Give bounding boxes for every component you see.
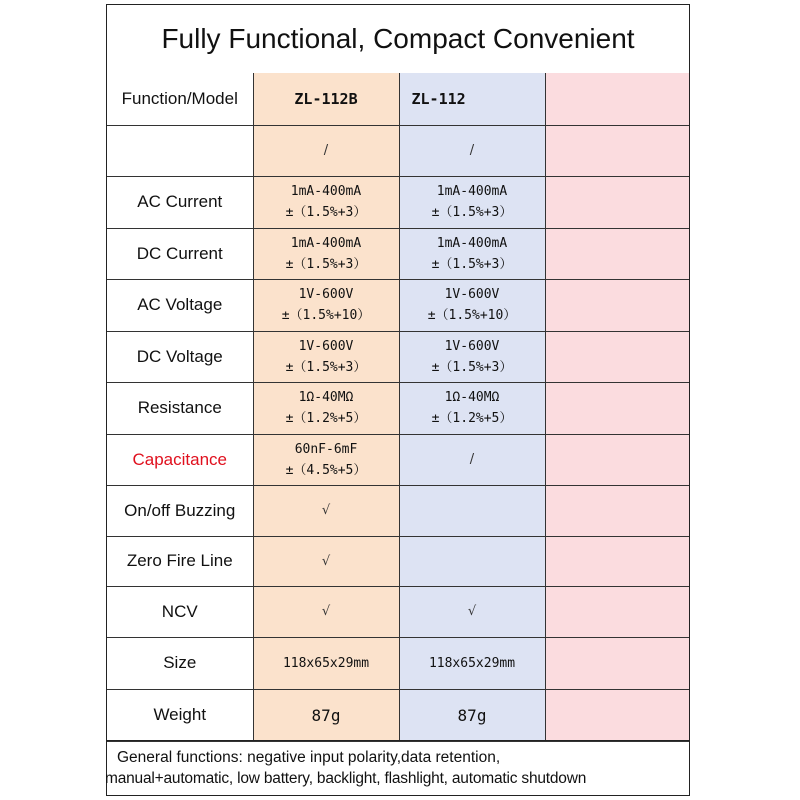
zl112b-ac-voltage-range: 1V-600V <box>298 287 354 302</box>
zl112-dc-voltage <box>399 331 545 382</box>
row-label-dc-current: DC Current <box>107 228 253 279</box>
zl112-resistance-accuracy: ±（1.2%+5） <box>431 411 513 426</box>
table-row-size <box>107 637 689 689</box>
zl112-weight <box>399 689 545 741</box>
extra-ac-current <box>545 176 689 228</box>
zl112b-weight-value: 87g <box>311 705 341 725</box>
row-label-zero-fire-line: Zero Fire Line <box>107 536 253 586</box>
table-row-weight <box>107 689 689 741</box>
zl112-dc-current-accuracy: ±（1.5%+3） <box>431 256 513 272</box>
spec-sheet <box>106 4 690 796</box>
zl112-size-value: 118x65x29mm <box>428 655 516 671</box>
extra-ncv <box>545 586 689 637</box>
table-row-dc-voltage <box>107 331 689 382</box>
extra-dc-voltage <box>545 331 689 382</box>
header-extra-cell <box>545 73 689 125</box>
row-label-dc-voltage: DC Voltage <box>107 331 253 382</box>
zl112-ncv: √ <box>399 586 545 637</box>
zl112b-blank: / <box>253 125 399 176</box>
zl112-resistance <box>399 382 545 434</box>
zl112-dc-voltage-accuracy: ±（1.5%+3） <box>431 359 513 375</box>
row-label-on-off-buzzing: On/off Buzzing <box>107 485 253 536</box>
table-row-blank <box>107 125 689 176</box>
header-model-zl112b: ZL-112B <box>253 73 399 125</box>
extra-ac-voltage <box>545 279 689 331</box>
zl112b-capacitance-range: 60nF-6mF <box>294 441 358 457</box>
extra-capacitance <box>545 434 689 485</box>
header-function-model: Function/Model <box>107 73 253 125</box>
zl112b-ac-current-accuracy: ±（1.5%+3） <box>285 205 367 220</box>
zl112-size <box>399 637 545 689</box>
zl112-dc-current <box>399 228 545 279</box>
row-label-resistance: Resistance <box>107 382 253 434</box>
zl112b-capacitance-accuracy: ±（4.5%+5） <box>285 462 367 478</box>
extra-size <box>545 637 689 689</box>
general-functions-line-2: manual+automatic, low battery, backlight, flashlight, automatic shutdown <box>105 770 587 787</box>
zl112b-dc-voltage <box>253 331 399 382</box>
extra-resistance <box>545 382 689 434</box>
table-row-ac-voltage <box>107 279 689 331</box>
comparison-table <box>107 73 689 742</box>
zl112b-dc-current <box>253 228 399 279</box>
zl112-dc-voltage-range: 1V-600V <box>444 338 500 354</box>
row-label-capacitance: Capacitance <box>107 434 253 485</box>
zl112b-on-off-buzzing: √ <box>253 485 399 536</box>
row-label-blank <box>107 125 253 176</box>
table-row-zero-fire-line <box>107 536 689 586</box>
zl112-resistance-range: 1Ω-40MΩ <box>444 390 500 405</box>
extra-on-off-buzzing <box>545 485 689 536</box>
general-functions-line-1: General functions: negative input polarity,data retention, <box>117 749 501 766</box>
zl112b-size-value: 118x65x29mm <box>282 655 370 671</box>
zl112b-dc-current-accuracy: ±（1.5%+3） <box>285 256 367 272</box>
zl112b-ac-voltage <box>253 279 399 331</box>
zl112-weight-value: 87g <box>457 705 487 725</box>
page-title: Fully Functional, Compact Convenient <box>107 5 689 74</box>
row-label-size: Size <box>107 637 253 689</box>
table-row-resistance <box>107 382 689 434</box>
zl112-ac-current-range: 1mA-400mA <box>436 184 508 199</box>
zl112b-zero-fire-line: √ <box>253 536 399 586</box>
zl112b-capacitance <box>253 434 399 485</box>
zl112b-size <box>253 637 399 689</box>
row-label-ac-voltage: AC Voltage <box>107 279 253 331</box>
zl112-ac-current <box>399 176 545 228</box>
zl112-zero-fire-line <box>399 536 545 586</box>
table-row-on-off-buzzing <box>107 485 689 536</box>
zl112b-resistance <box>253 382 399 434</box>
table-row-ac-current <box>107 176 689 228</box>
zl112b-dc-voltage-range: 1V-600V <box>298 338 354 354</box>
general-functions-note <box>107 740 689 795</box>
row-label-weight: Weight <box>107 689 253 741</box>
zl112-ac-voltage-accuracy: ±（1.5%+10） <box>427 308 517 323</box>
zl112-dc-current-range: 1mA-400mA <box>436 235 508 251</box>
header-model-zl112: ZL-112 <box>399 73 545 125</box>
extra-weight <box>545 689 689 741</box>
zl112b-ac-voltage-accuracy: ±（1.5%+10） <box>281 308 371 323</box>
zl112b-ncv: √ <box>253 586 399 637</box>
header-row <box>107 73 689 125</box>
extra-blank <box>545 125 689 176</box>
zl112b-dc-voltage-accuracy: ±（1.5%+3） <box>285 359 367 375</box>
zl112b-ac-current-range: 1mA-400mA <box>290 184 362 199</box>
zl112b-dc-current-range: 1mA-400mA <box>290 235 362 251</box>
zl112b-resistance-accuracy: ±（1.2%+5） <box>285 411 367 426</box>
zl112-ac-voltage-range: 1V-600V <box>444 287 500 302</box>
table-row-ncv <box>107 586 689 637</box>
zl112-blank: / <box>399 125 545 176</box>
row-label-ac-current: AC Current <box>107 176 253 228</box>
extra-zero-fire-line <box>545 536 689 586</box>
table-row-capacitance <box>107 434 689 485</box>
table-row-dc-current <box>107 228 689 279</box>
zl112-ac-voltage <box>399 279 545 331</box>
zl112-ac-current-accuracy: ±（1.5%+3） <box>431 205 513 220</box>
extra-dc-current <box>545 228 689 279</box>
row-label-ncv: NCV <box>107 586 253 637</box>
zl112b-ac-current <box>253 176 399 228</box>
zl112-on-off-buzzing <box>399 485 545 536</box>
zl112b-weight <box>253 689 399 741</box>
zl112-capacitance: / <box>399 434 545 485</box>
zl112b-resistance-range: 1Ω-40MΩ <box>298 390 354 405</box>
